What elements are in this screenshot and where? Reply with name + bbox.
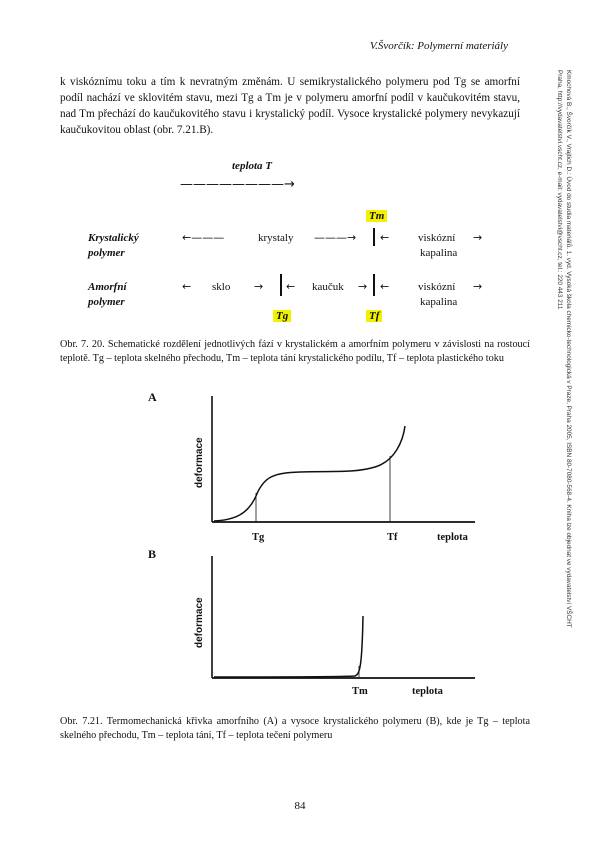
phase-diagram — [60, 150, 530, 330]
body-paragraph: k viskóznímu toku a tím k nevratným změnám. U semikrystalického polymeru pod Tg se amorfní podíl nachází ve sklovitém stavu, mezi Tg a Tm je v polymeru amorfní podíl v kaučukovitém stavu, nad Tm přechází do kaučukovitého stavu i krystalický podíl. Vysoce krystalické polymery nevykazují kaučukovitou oblast (obr. 7.21.B). — [60, 76, 520, 136]
graph-a — [200, 396, 480, 531]
crystalline-polymer-label-2: polymer — [88, 247, 125, 259]
graph-b-xlabel: teplota — [412, 686, 443, 697]
amorphous-polymer-label-2: polymer — [88, 296, 125, 308]
viscous-label-amorphous: viskózní — [418, 281, 456, 293]
rubber-label: kaučuk — [312, 281, 344, 293]
figure-caption-7-20: Obr. 7. 20. Schematické rozdělení jednotlivých fází v krystalickém a amorfním polymeru v závislosti na rostoucí teplotě. Tg – teplota skelného přechodu, Tm – teplota tání krystalického podílu, Tf – teplota plastického toku — [60, 339, 530, 364]
graph-a-tf-label: Tf — [387, 532, 398, 543]
temperature-label: teplota T — [232, 160, 273, 172]
tf-marker: Tf — [366, 310, 382, 322]
viscous-label-crystalline: viskózní — [418, 232, 456, 244]
graph-a-curve — [214, 426, 405, 521]
tm-marker: Tm — [366, 210, 387, 222]
arrow-left-viscous-2: ← — [380, 280, 390, 293]
glass-label: sklo — [212, 281, 231, 293]
graph-b-label: B — [148, 547, 157, 561]
arrow-left-crystals: ←——— — [182, 231, 225, 244]
arrow-left-viscous: ← — [380, 231, 390, 244]
crystals-label: krystaly — [258, 232, 294, 244]
liquid-label-amorphous: kapalina — [420, 296, 458, 308]
arrow-right-crystals: ———→ — [314, 231, 357, 244]
running-header: V.Švorčík: Polymerní materiály — [369, 40, 508, 52]
side-citation: Kmochová B., Švorčík V., Vrajtich D.: Úvod do studia materiálů. 1. vyd. Vysoká škola chemicko-technologická v Praze, Praha 2005, ISBN 80-7080-568-4. Kniha lze objednat ve vydavatelství VŠCHT Praha, http://vydavatelstvi.vscht.cz, e-mail: vydavatelstvi@vscht.cz, tel.: 220 443 211 — [556, 70, 572, 628]
arrow-right-viscous: → — [473, 231, 483, 244]
graph-a-label: A — [148, 390, 157, 404]
arrow-right-viscous-2: → — [473, 280, 483, 293]
tg-marker: Tg — [273, 310, 291, 322]
tf-boundary-line — [373, 274, 375, 296]
crystalline-polymer-label: Krystalický — [88, 232, 139, 244]
graph-b-curve — [214, 616, 363, 677]
amorphous-polymer-label: Amorfní — [88, 281, 127, 293]
tm-boundary-line — [373, 228, 375, 246]
page-number: 84 — [294, 800, 306, 812]
graph-a-xlabel: teplota — [437, 532, 468, 543]
arrow-right-rubber: → — [358, 280, 368, 293]
arrow-left-rubber: ← — [286, 280, 296, 293]
tg-boundary-line — [280, 274, 282, 296]
arrow-right-glass: → — [254, 280, 264, 293]
temperature-arrow: ————————→ — [180, 177, 295, 192]
graph-b — [200, 556, 480, 686]
arrow-left-glass: ← — [182, 280, 192, 293]
graph-a-ylabel: deformace — [194, 437, 205, 488]
graph-b-ylabel: deformace — [194, 597, 205, 648]
graph-a-tg-label: Tg — [252, 532, 265, 543]
liquid-label-crystalline: kapalina — [420, 247, 458, 259]
graph-b-tm-label: Tm — [352, 686, 368, 697]
figure-caption-7-21: Obr. 7.21. Termomechanická křivka amorfního (A) a vysoce krystalického polymeru (B), kde je Tg – teplota skelného přechodu, Tm – teplota tání, Tf – teplota tečení polymeru — [60, 716, 530, 741]
